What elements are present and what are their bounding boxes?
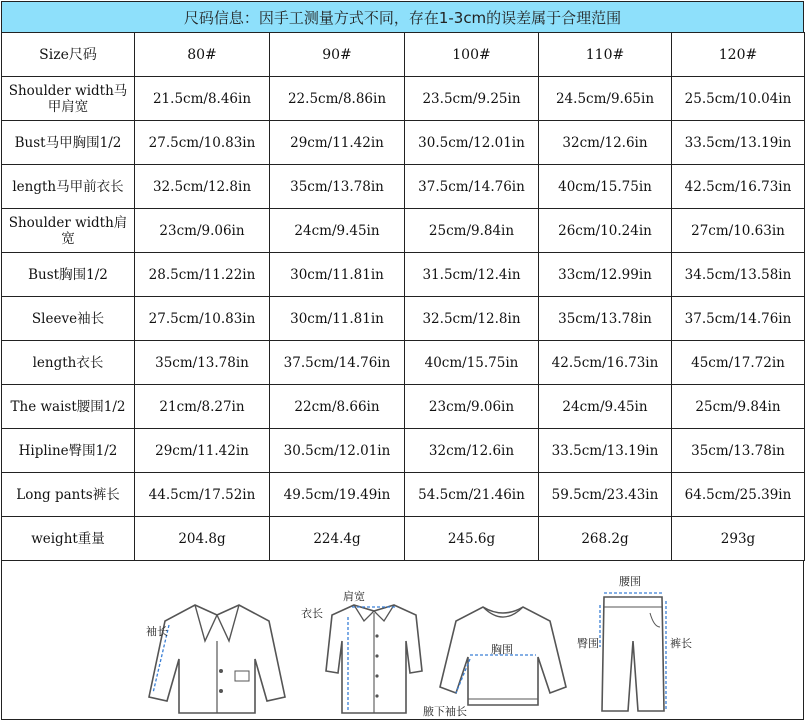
column-header-5: 120# [672, 33, 805, 77]
table-body [2, 33, 805, 561]
sweater-bust-label: 胸围 [491, 643, 513, 656]
table-cell: 22.5cm/8.86in [270, 77, 405, 121]
table-cell: 32cm/12.6in [539, 121, 672, 165]
table-cell: 24cm/9.45in [539, 385, 672, 429]
table-cell: 21.5cm/8.46in [135, 77, 270, 121]
table-cell: 29cm/11.42in [270, 121, 405, 165]
header-title: 尺码信息：因手工测量方式不同，存在1-3cm的误差属于合理范围 [1, 1, 804, 33]
table-cell: 30cm/11.81in [270, 297, 405, 341]
table-cell: 293g [672, 517, 805, 561]
table-cell: 24.5cm/9.65in [539, 77, 672, 121]
table-cell: 25cm/9.84in [405, 209, 539, 253]
row-label: Long pants裤长 [2, 473, 135, 517]
table-cell: 33.5cm/13.19in [539, 429, 672, 473]
table-cell: 40cm/15.75in [405, 341, 539, 385]
table-cell: 21cm/8.27in [135, 385, 270, 429]
table-row [2, 429, 805, 473]
sweater-underarm-sleeve-label: 腋下袖长 [423, 705, 467, 718]
table-cell: 54.5cm/21.46in [405, 473, 539, 517]
table-cell: 28.5cm/11.22in [135, 253, 270, 297]
table-cell: 23.5cm/9.25in [405, 77, 539, 121]
row-label: Bust胸围1/2 [2, 253, 135, 297]
size-table [1, 32, 805, 561]
table-cell: 33.5cm/13.19in [672, 121, 805, 165]
shirt-length-label: 衣长 [301, 607, 323, 620]
table-row [2, 209, 805, 253]
table-cell: 32.5cm/12.8in [135, 165, 270, 209]
table-cell: 204.8g [135, 517, 270, 561]
pants-hip-label: 臀围 [577, 637, 599, 650]
row-label: Shoulder width肩宽 [2, 209, 135, 253]
row-label: length马甲前衣长 [2, 165, 135, 209]
table-cell: 26cm/10.24in [539, 209, 672, 253]
table-cell: 49.5cm/19.49in [270, 473, 405, 517]
table-row [2, 473, 805, 517]
table-row [2, 341, 805, 385]
row-label: The waist腰围1/2 [2, 385, 135, 429]
column-header-4: 110# [539, 33, 672, 77]
table-cell: 35cm/13.78in [539, 297, 672, 341]
table-cell: 33cm/12.99in [539, 253, 672, 297]
table-cell: 37.5cm/14.76in [405, 165, 539, 209]
measurement-diagram [1, 560, 804, 720]
table-row [2, 165, 805, 209]
table-cell: 31.5cm/12.4in [405, 253, 539, 297]
table-cell: 27.5cm/10.83in [135, 121, 270, 165]
table-cell: 44.5cm/17.52in [135, 473, 270, 517]
jacket-icon [147, 601, 287, 716]
row-label: Sleeve袖长 [2, 297, 135, 341]
column-header-3: 100# [405, 33, 539, 77]
table-cell: 64.5cm/25.39in [672, 473, 805, 517]
table-cell: 25cm/9.84in [672, 385, 805, 429]
table-cell: 37.5cm/14.76in [270, 341, 405, 385]
row-label: Bust马甲胸围1/2 [2, 121, 135, 165]
table-cell: 35cm/13.78in [135, 341, 270, 385]
table-cell: 30cm/11.81in [270, 253, 405, 297]
table-row [2, 385, 805, 429]
pants-length-label: 裤长 [670, 637, 692, 650]
shirt-shoulder-label: 肩宽 [343, 590, 365, 603]
table-cell: 37.5cm/14.76in [672, 297, 805, 341]
table-cell: 245.6g [405, 517, 539, 561]
row-label: length衣长 [2, 341, 135, 385]
table-cell: 32cm/12.6in [405, 429, 539, 473]
table-header-row [2, 33, 805, 77]
table-cell: 23cm/9.06in [405, 385, 539, 429]
table-row [2, 253, 805, 297]
table-cell: 32.5cm/12.8in [405, 297, 539, 341]
table-cell: 42.5cm/16.73in [672, 165, 805, 209]
table-cell: 30.5cm/12.01in [405, 121, 539, 165]
shirt-icon [324, 601, 424, 716]
table-cell: 35cm/13.78in [270, 165, 405, 209]
table-row [2, 77, 805, 121]
pants-icon [598, 591, 668, 715]
table-cell: 224.4g [270, 517, 405, 561]
table-row [2, 517, 805, 561]
pants-waist-label: 腰围 [619, 575, 641, 588]
column-header-2: 90# [270, 33, 405, 77]
table-cell: 45cm/17.72in [672, 341, 805, 385]
row-label: weight重量 [2, 517, 135, 561]
table-cell: 29cm/11.42in [135, 429, 270, 473]
table-cell: 42.5cm/16.73in [539, 341, 672, 385]
table-cell: 27.5cm/10.83in [135, 297, 270, 341]
jacket-sleeve-label: 袖长 [146, 625, 168, 638]
table-cell: 268.2g [539, 517, 672, 561]
table-cell: 34.5cm/13.58in [672, 253, 805, 297]
table-cell: 59.5cm/23.43in [539, 473, 672, 517]
table-row [2, 121, 805, 165]
row-label: Shoulder width马甲肩宽 [2, 77, 135, 121]
row-label: Hipline臀围1/2 [2, 429, 135, 473]
table-cell: 35cm/13.78in [672, 429, 805, 473]
column-header-1: 80# [135, 33, 270, 77]
table-cell: 24cm/9.45in [270, 209, 405, 253]
table-cell: 30.5cm/12.01in [270, 429, 405, 473]
table-cell: 27cm/10.63in [672, 209, 805, 253]
column-header-size: Size尺码 [2, 33, 135, 77]
table-cell: 40cm/15.75in [539, 165, 672, 209]
table-row [2, 297, 805, 341]
table-cell: 22cm/8.66in [270, 385, 405, 429]
table-cell: 23cm/9.06in [135, 209, 270, 253]
table-cell: 25.5cm/10.04in [672, 77, 805, 121]
